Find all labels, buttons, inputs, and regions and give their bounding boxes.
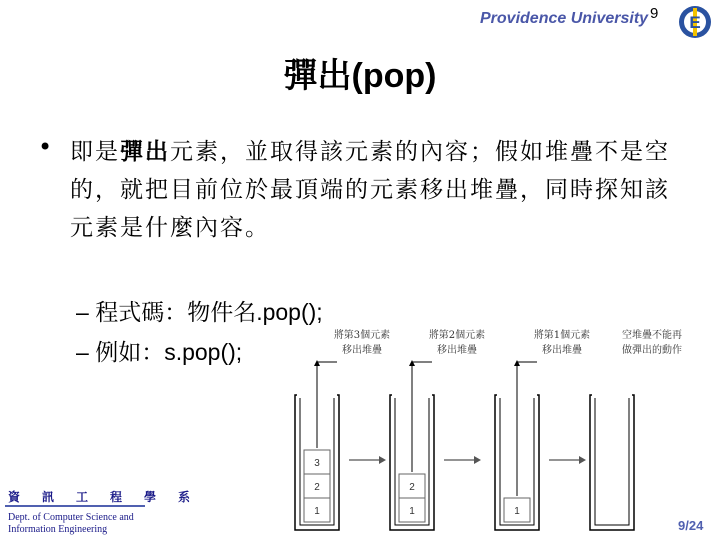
- diagram-caption: 空堆疊不能再: [622, 330, 682, 341]
- university-name: Providence University: [480, 10, 649, 27]
- sub2-zh: 例如：: [95, 340, 165, 366]
- sub-item-syntax: [76, 294, 323, 327]
- slide-number-top: 9: [650, 5, 659, 22]
- pop-arrowhead: [409, 360, 415, 366]
- transition-arrowhead: [474, 456, 481, 464]
- bullet-dot: •: [38, 133, 53, 161]
- para-part-2: 元素，並取得該元素的內容；假如堆疊不是空的，就把目前位於最頂端的元素移出堆疊，同時探知該元素是什麼內容。: [70, 139, 670, 241]
- transition-arrowhead: [379, 456, 386, 464]
- university-logo: [677, 4, 713, 40]
- diagram-caption: 移出堆疊: [542, 345, 582, 356]
- diagram-caption: 將第2個元素: [428, 330, 486, 341]
- pop-diagram: [290, 330, 682, 540]
- stack-cell-label: 2: [409, 482, 415, 493]
- para-bold: 彈出: [120, 138, 170, 165]
- title-en: (pop): [351, 57, 437, 95]
- diagram-caption: 將第1個元素: [533, 330, 591, 341]
- sub1-zh: 程式碼：物件名: [95, 300, 257, 326]
- footer-divider: [5, 505, 145, 507]
- page-counter: 9/24: [678, 518, 704, 533]
- sub-item-example: [76, 334, 242, 367]
- sub1-code: .pop();: [256, 299, 323, 325]
- diagram-caption: 做彈出的動作: [622, 345, 682, 356]
- dept-en-line-2: Information Engineering: [8, 524, 108, 535]
- stack-cell-label: 3: [314, 458, 320, 469]
- body-paragraph: [70, 133, 670, 247]
- svg-text:E: E: [689, 13, 701, 32]
- diagram-caption: 移出堆疊: [437, 345, 477, 356]
- transition-arrowhead: [579, 456, 586, 464]
- stack-container-inner: [595, 395, 629, 525]
- pop-arrowhead: [514, 360, 520, 366]
- dept-en-line-1: Dept. of Computer Science and: [8, 512, 134, 523]
- sub2-code: s.pop();: [164, 339, 243, 365]
- stack-cell-label: 1: [409, 506, 415, 517]
- sub2-dash: –: [76, 339, 89, 365]
- sub1-dash: –: [76, 299, 89, 325]
- stack-opening: [592, 393, 632, 398]
- diagram-caption: 將第3個元素: [333, 330, 391, 341]
- department-name-en: [8, 512, 134, 536]
- stack-cell-label: 1: [514, 506, 520, 517]
- stack-container-outer: [590, 395, 634, 530]
- department-name-zh: 資訊工程學系: [8, 490, 213, 504]
- diagram-caption: 移出堆疊: [342, 345, 382, 356]
- para-part-1: 即是: [70, 139, 120, 165]
- pop-arrowhead: [314, 360, 320, 366]
- slide-title: [0, 48, 720, 97]
- stack-cell-label: 1: [314, 506, 320, 517]
- stack-cell-label: 2: [314, 482, 320, 493]
- title-zh: 彈出: [283, 56, 352, 96]
